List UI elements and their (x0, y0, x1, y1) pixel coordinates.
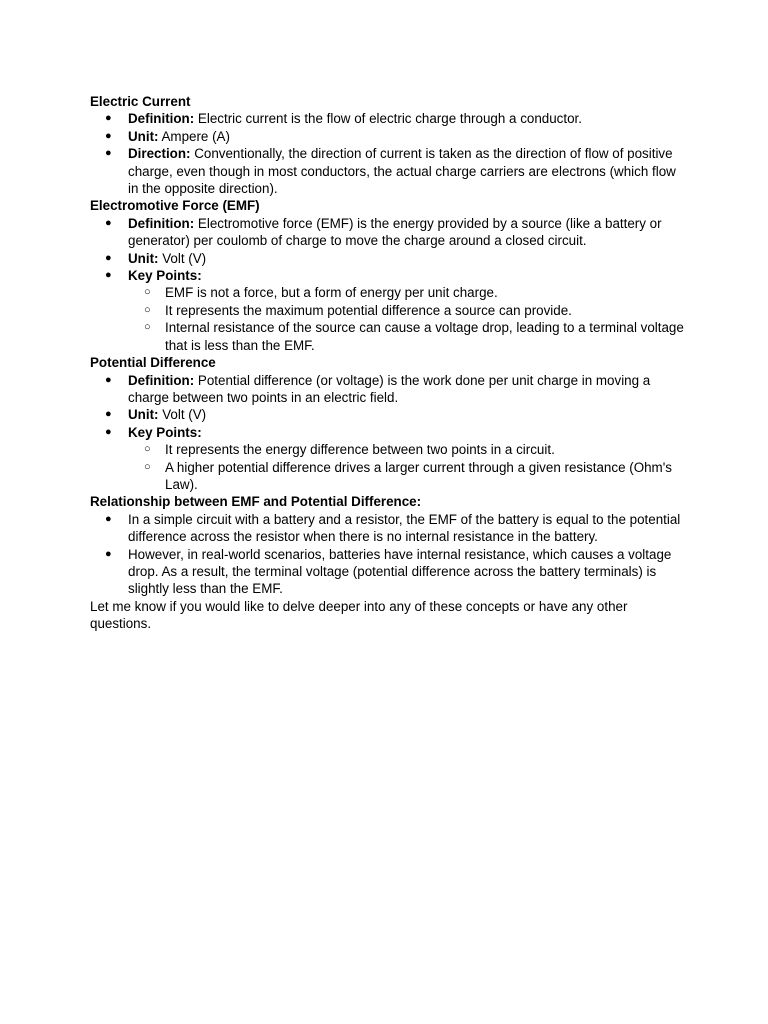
list-item (90, 546, 686, 598)
list-item (90, 128, 686, 145)
bullet-list (90, 511, 686, 598)
bullet-list (90, 372, 686, 494)
item-text: Potential difference (or voltage) is the work done per unit charge in moving a charge between two points in an electric field. (128, 372, 651, 405)
sub-list-item (128, 441, 686, 458)
bullet-icon: ● (105, 147, 112, 160)
circle-bullet-icon: ○ (144, 460, 151, 473)
circle-bullet-icon: ○ (144, 286, 151, 299)
closing-paragraph: Let me know if you would like to delve deeper into any of these concepts or have any other questions. (90, 598, 628, 632)
section-heading: Relationship between EMF and Potential Difference: (90, 494, 422, 510)
item-text: Volt (V) (158, 250, 207, 266)
item-text: Volt (V) (158, 407, 207, 423)
list-item (90, 110, 686, 127)
bullet-icon: ● (105, 269, 112, 282)
sub-list-item (128, 459, 686, 494)
document-body (90, 93, 686, 633)
sub-item-text: It represents the maximum potential difference a source can provide. (165, 302, 572, 318)
sub-item-text: EMF is not a force, but a form of energy per unit charge. (165, 285, 498, 301)
section-relationship (90, 493, 686, 597)
circle-bullet-icon: ○ (144, 443, 151, 456)
section-electric-current (90, 93, 686, 197)
bullet-icon: ● (105, 216, 112, 229)
item-label: Unit: (128, 407, 159, 423)
section-heading: Potential Difference (90, 355, 216, 371)
list-item (90, 424, 686, 494)
list-item (90, 511, 686, 546)
bullet-list (90, 215, 686, 354)
item-label: Key Points: (128, 424, 202, 440)
sub-bullet-list (128, 441, 686, 493)
sub-bullet-list (128, 284, 686, 354)
circle-bullet-icon: ○ (144, 321, 151, 334)
bullet-icon: ● (105, 129, 112, 142)
list-item (90, 215, 686, 250)
sub-item-text: It represents the energy difference between two points in a circuit. (165, 442, 555, 458)
circle-bullet-icon: ○ (144, 303, 151, 316)
item-label: Direction: (128, 146, 191, 162)
item-label: Definition: (128, 372, 195, 388)
item-label: Unit: (128, 250, 159, 266)
item-label: Definition: (128, 215, 195, 231)
sub-list-item (128, 302, 686, 319)
section-heading: Electric Current (90, 94, 191, 109)
bullet-icon: ● (105, 112, 112, 125)
item-label: Definition: (128, 111, 195, 127)
item-text: Ampere (A) (158, 128, 230, 144)
item-text: In a simple circuit with a battery and a resistor, the EMF of the battery is equal to the potential difference across the resistor when there is no internal resistance in the battery. (128, 511, 681, 545)
section-emf (90, 197, 686, 354)
item-label: Unit: (128, 128, 159, 144)
bullet-icon: ● (105, 547, 112, 560)
bullet-icon: ● (105, 373, 112, 386)
bullet-icon: ● (105, 408, 112, 421)
sub-list-item (128, 284, 686, 301)
item-label: Key Points: (128, 268, 202, 284)
item-text: Conventionally, the direction of current is taken as the direction of flow of positive charge, even though in most conductors, the actual charge carriers are electrons (which flow in the opposite direction). (128, 146, 676, 197)
sub-list-item (128, 319, 686, 354)
section-potential-difference (90, 354, 686, 493)
bullet-icon: ● (105, 251, 112, 264)
list-item (90, 267, 686, 354)
list-item (90, 250, 686, 267)
list-item (90, 372, 686, 407)
list-item (90, 145, 686, 197)
bullet-icon: ● (105, 425, 112, 438)
sub-item-text: A higher potential difference drives a larger current through a given resistance (Ohm's Law). (165, 459, 672, 492)
item-text: However, in real-world scenarios, batteries have internal resistance, which causes a voltage drop. As a result, the terminal voltage (potential difference across the battery terminals) is slightly less than the EMF. (128, 546, 672, 597)
sub-item-text: Internal resistance of the source can cause a voltage drop, leading to a terminal voltage that is less than the EMF. (165, 320, 684, 353)
bullet-list (90, 110, 686, 197)
section-heading: Electromotive Force (EMF) (90, 198, 260, 214)
list-item (90, 406, 686, 423)
item-text: Electromotive force (EMF) is the energy provided by a source (like a battery or generator) per coulomb of charge to move the charge around a closed circuit. (128, 215, 662, 249)
bullet-icon: ● (105, 512, 112, 525)
item-text: Electric current is the flow of electric charge through a conductor. (194, 111, 582, 127)
